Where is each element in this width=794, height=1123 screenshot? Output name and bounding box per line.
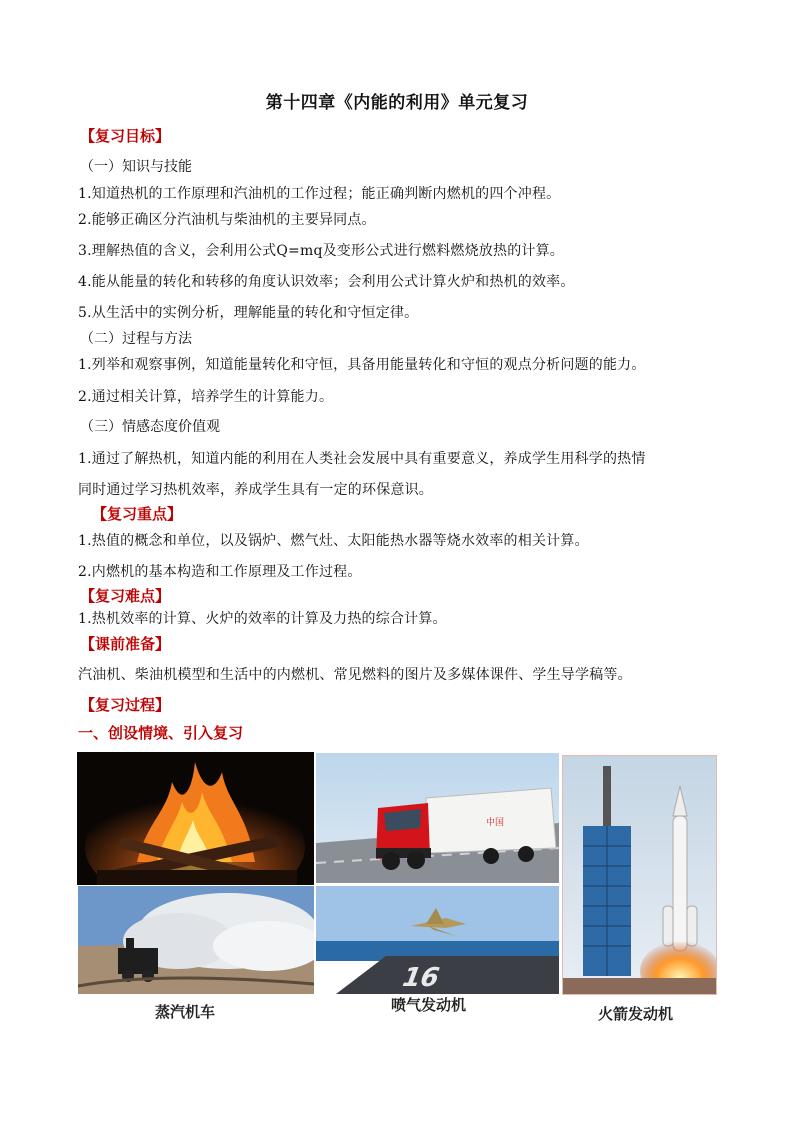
truck-image (316, 753, 559, 883)
caption-jet: 喷气发动机 (391, 996, 467, 1014)
goals-part1-label: （一）知识与技能 (80, 159, 192, 175)
page-title: 第十四章《内能的利用》单元复习 (265, 93, 529, 113)
deck-number-text: 16 (397, 962, 445, 993)
caption-rocket: 火箭发动机 (598, 1005, 674, 1023)
keypoint-item: 2.内燃机的基本构造和工作原理及工作过程。 (78, 564, 362, 580)
keypoint-item: 1.热值的概念和单位，以及锅炉、燃气灶、太阳能热水器等烧水效率的相关计算。 (78, 533, 589, 549)
campfire-image (77, 752, 314, 885)
truck-plate-text: 中国 (486, 818, 505, 828)
goals-part2-label: （二）过程与方法 (80, 331, 192, 347)
difficulty-item: 1.热机效率的计算、火炉的效率的计算及力热的综合计算。 (78, 611, 447, 627)
goals-heading: 【复习目标】 (80, 127, 171, 145)
goal-item: 1.列举和观察事例，知道能量转化和守恒，具备用能量转化和守恒的观点分析问题的能力。 (78, 357, 646, 373)
goal-item: 3.理解热值的含义，会利用公式Q=mq及变形公式进行燃料燃烧放热的计算。 (78, 243, 565, 259)
jet-carrier-image (316, 886, 559, 994)
preparation-text: 汽油机、柴油机模型和生活中的内燃机、常见燃料的图片及多媒体课件、学生导学稿等。 (78, 667, 632, 683)
preparation-heading: 【课前准备】 (80, 635, 171, 653)
caption-steam: 蒸汽机车 (155, 1003, 216, 1021)
goal-item: 1.知道热机的工作原理和汽油机的工作过程；能正确判断内燃机的四个冲程。 (78, 186, 561, 202)
keypoints-heading: 【复习重点】 (92, 505, 183, 523)
goal-item: 2.通过相关计算，培养学生的计算能力。 (78, 389, 334, 405)
process-heading: 【复习过程】 (80, 696, 171, 714)
goal-item: 4.能从能量的转化和转移的角度认识效率；会利用公式计算火炉和热机的效率。 (78, 274, 575, 290)
rocket-image (562, 755, 717, 995)
goal-item: 同时通过学习热机效率，养成学生具有一定的环保意识。 (78, 482, 433, 498)
goal-item: 5.从生活中的实例分析，理解能量的转化和守恒定律。 (78, 305, 419, 321)
section-1-title: 一、创设情境、引入复习 (78, 724, 244, 742)
steam-locomotive-image (78, 886, 314, 994)
difficulties-heading: 【复习难点】 (80, 587, 171, 605)
goal-item: 1.通过了解热机，知道内能的利用在人类社会发展中具有重要意义，养成学生用科学的热情 (78, 451, 646, 467)
goals-part3-label: （三）情感态度价值观 (80, 419, 220, 435)
goal-item: 2.能够正确区分汽油机与柴油机的主要异同点。 (78, 212, 376, 228)
